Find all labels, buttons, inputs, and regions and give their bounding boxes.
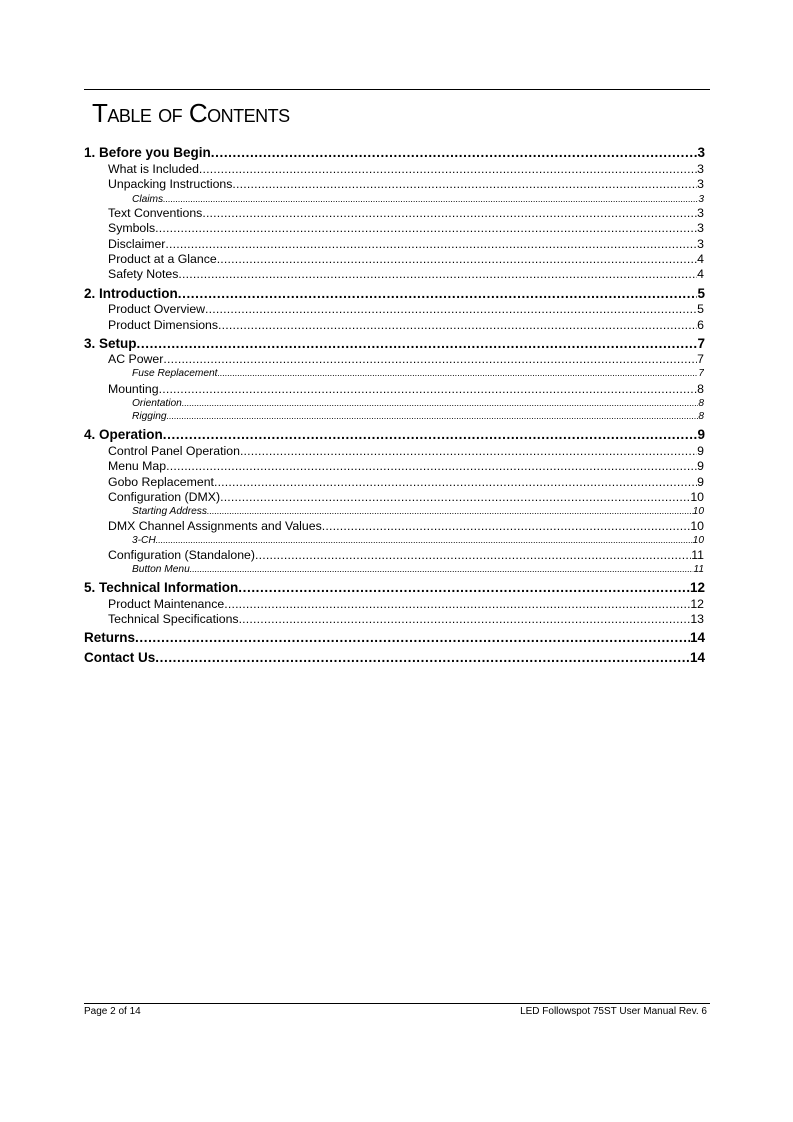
- toc-entry-page: 11: [691, 548, 704, 562]
- toc-entry-page: 6: [697, 318, 704, 332]
- toc-entry-disclaimer[interactable]: [108, 237, 704, 252]
- toc-leader: [163, 427, 698, 443]
- toc-entry-page: 10: [690, 519, 704, 533]
- toc-entry-page: 3: [697, 221, 704, 235]
- toc-leader: [167, 410, 699, 422]
- toc-entry-page: 14: [689, 650, 705, 665]
- footer-page-number: Page 2 of 14: [84, 1006, 141, 1017]
- toc-entry-page: 3: [697, 162, 704, 176]
- toc-entry-title: 2. Introduction: [84, 286, 178, 301]
- toc-leader: [135, 630, 690, 646]
- toc-entry-title: What is Included: [108, 162, 199, 176]
- toc-leader: [224, 597, 690, 612]
- toc-leader: [202, 206, 697, 221]
- toc-entry-unpacking-instructions[interactable]: [108, 177, 704, 192]
- toc-entry-title: Mounting: [108, 382, 159, 396]
- toc-entry-title: Rigging: [132, 411, 167, 422]
- toc-entry-title: Gobo Replacement: [108, 475, 214, 489]
- toc-leader: [178, 267, 697, 282]
- toc-entry-introduction[interactable]: [84, 286, 705, 302]
- toc-entry-page: 7: [697, 352, 704, 366]
- toc-entry-title: 5. Technical Information: [84, 580, 239, 595]
- toc-leader: [214, 475, 697, 490]
- toc-entry-page: 11: [693, 564, 704, 575]
- toc-entry-page: 10: [692, 535, 704, 546]
- toc-entry-safety-notes[interactable]: [108, 267, 704, 282]
- toc-entry-dmx-channel-assignments[interactable]: [108, 519, 704, 534]
- toc-entry-title: Symbols: [108, 221, 156, 235]
- toc-entry-page: 12: [690, 597, 704, 611]
- toc-leader: [207, 505, 693, 517]
- toc-entry-what-is-included[interactable]: [108, 162, 704, 177]
- footer-rule: [84, 1003, 710, 1004]
- toc-entry-title: Claims: [132, 194, 164, 205]
- toc-entry-operation[interactable]: [84, 427, 705, 443]
- toc-leader: [255, 548, 691, 563]
- toc-entry-menu-map[interactable]: [108, 459, 704, 474]
- toc-entry-product-at-a-glance[interactable]: [108, 252, 704, 267]
- toc-entry-button-menu[interactable]: [132, 563, 704, 576]
- toc-entry-title: Text Conventions: [108, 206, 203, 220]
- toc-leader: [137, 336, 698, 352]
- toc-entry-page: 8: [698, 398, 704, 409]
- toc-leader: [239, 612, 691, 627]
- toc-entry-setup[interactable]: [84, 336, 705, 352]
- toc-entry-text-conventions[interactable]: [108, 206, 704, 221]
- toc-entry-returns[interactable]: [84, 630, 705, 646]
- toc-entry-technical-information[interactable]: [84, 580, 705, 596]
- toc-entry-configuration-standalone[interactable]: [108, 548, 704, 563]
- toc-entry-page: 4: [697, 267, 704, 281]
- toc-entry-title: Fuse Replacement: [132, 368, 218, 379]
- toc-entry-claims[interactable]: [132, 193, 704, 206]
- toc-entry-mounting[interactable]: [108, 382, 704, 397]
- toc-entry-title: 3. Setup: [84, 336, 137, 351]
- toc-entry-title: Disclaimer: [108, 237, 166, 251]
- toc-leader: [211, 145, 698, 161]
- toc-entry-fuse-replacement[interactable]: [132, 367, 704, 380]
- toc-entry-3-ch[interactable]: [132, 534, 704, 547]
- toc-entry-page: 3: [698, 194, 704, 205]
- footer-document-title: LED Followspot 75ST User Manual Rev. 6: [520, 1006, 707, 1017]
- toc-entry-gobo-replacement[interactable]: [108, 475, 704, 490]
- toc-entry-page: 14: [689, 630, 705, 645]
- toc-entry-title: 4. Operation: [84, 427, 163, 442]
- toc-entry-starting-address[interactable]: [132, 505, 704, 518]
- toc-entry-page: 7: [697, 336, 705, 351]
- toc-leader: [163, 352, 697, 367]
- toc-entry-page: 3: [697, 206, 704, 220]
- toc-leader: [220, 490, 690, 505]
- toc-leader: [218, 367, 699, 379]
- toc-entry-title: Product at a Glance: [108, 252, 217, 266]
- toc-entry-title: Orientation: [132, 398, 182, 409]
- toc-leader: [232, 177, 697, 192]
- toc-entry-page: 10: [690, 490, 704, 504]
- toc-entry-orientation[interactable]: [132, 397, 704, 410]
- toc-entry-page: 10: [692, 506, 704, 517]
- toc-entry-title: Starting Address: [132, 506, 207, 517]
- toc-entry-contact-us[interactable]: [84, 650, 705, 666]
- toc-leader: [156, 534, 693, 546]
- toc-entry-page: 9: [697, 444, 704, 458]
- toc-entry-title: DMX Channel Assignments and Values: [108, 519, 322, 533]
- toc-entry-technical-specifications[interactable]: [108, 612, 704, 627]
- toc-entry-page: 9: [697, 427, 705, 442]
- toc-entry-title: Control Panel Operation: [108, 444, 240, 458]
- toc-entry-control-panel-operation[interactable]: [108, 444, 704, 459]
- toc-entry-product-maintenance[interactable]: [108, 597, 704, 612]
- toc-entry-title: Safety Notes: [108, 267, 179, 281]
- toc-entry-page: 13: [690, 612, 704, 626]
- toc-leader: [199, 162, 697, 177]
- toc-leader: [218, 318, 697, 333]
- toc-leader: [155, 221, 697, 236]
- toc-entry-title: Button Menu: [132, 564, 190, 575]
- toc-leader: [190, 563, 694, 575]
- toc-entry-before-you-begin[interactable]: [84, 145, 705, 161]
- toc-leader: [205, 302, 697, 317]
- toc-entry-page: 5: [697, 302, 704, 316]
- toc-entry-title: Technical Specifications: [108, 612, 239, 626]
- toc-entry-page: 3: [697, 177, 704, 191]
- toc-leader: [217, 252, 697, 267]
- toc-entry-title: Product Dimensions: [108, 318, 219, 332]
- toc-entry-title: AC Power: [108, 352, 164, 366]
- toc-leader: [159, 382, 698, 397]
- toc-entry-title: Configuration (DMX): [108, 490, 221, 504]
- toc-leader: [240, 444, 697, 459]
- toc-leader: [178, 286, 698, 302]
- toc-entry-product-dimensions[interactable]: [108, 318, 704, 333]
- toc-leader: [155, 650, 690, 666]
- toc-leader: [165, 237, 697, 252]
- toc-leader: [238, 580, 690, 596]
- toc-entry-ac-power[interactable]: [108, 352, 704, 367]
- toc-entry-title: Product Overview: [108, 302, 206, 316]
- toc-leader: [166, 459, 697, 474]
- toc-leader: [182, 397, 698, 409]
- toc-entry-title: Contact Us: [84, 650, 156, 665]
- toc-entry-rigging[interactable]: [132, 410, 704, 423]
- toc-entry-page: 5: [697, 286, 705, 301]
- top-rule: [84, 89, 710, 90]
- toc-entry-page: 7: [698, 368, 704, 379]
- toc-entry-page: 8: [698, 411, 704, 422]
- toc-entry-title: Product Maintenance: [108, 597, 225, 611]
- page-title: Table of Contents: [92, 98, 290, 128]
- toc-leader: [322, 519, 691, 534]
- toc-leader: [163, 193, 698, 205]
- toc-entry-page: 8: [697, 382, 704, 396]
- toc-entry-page: 9: [697, 475, 704, 489]
- toc-entry-page: 4: [697, 252, 704, 266]
- toc-entry-title: Unpacking Instructions: [108, 177, 233, 191]
- toc-entry-title: 3-CH: [132, 535, 156, 546]
- toc-entry-title: 1. Before you Begin: [84, 145, 211, 160]
- toc-entry-page: 3: [697, 237, 704, 251]
- toc-entry-symbols[interactable]: [108, 221, 704, 236]
- toc-entry-page: 12: [689, 580, 705, 595]
- toc-entry-title: Menu Map: [108, 459, 167, 473]
- toc-entry-page: 9: [697, 459, 704, 473]
- toc-entry-title: Configuration (Standalone): [108, 548, 255, 562]
- toc-entry-product-overview[interactable]: [108, 302, 704, 317]
- toc-entry-page: 3: [697, 145, 705, 160]
- toc-entry-configuration-dmx[interactable]: [108, 490, 704, 505]
- toc-entry-title: Returns: [84, 630, 136, 645]
